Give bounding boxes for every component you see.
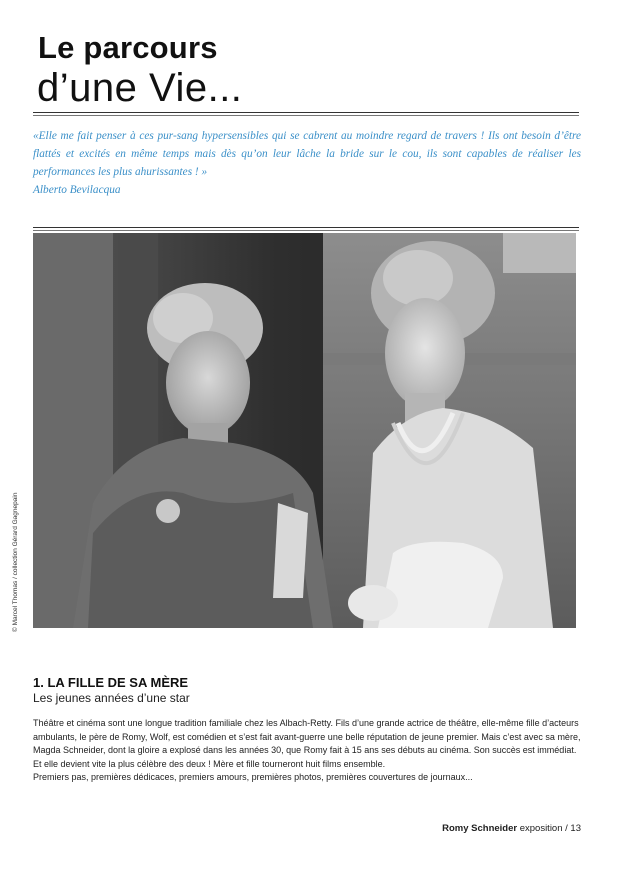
divider-middle-secondary: [33, 230, 579, 231]
section-title: 1. LA FILLE DE SA MÈRE: [33, 675, 189, 690]
photo-illustration: [33, 233, 576, 628]
divider-top-secondary: [33, 115, 579, 116]
body-paragraph-2: Premiers pas, premières dédicaces, premiers amours, premières photos, premières couvertures de journaux...: [33, 772, 473, 783]
quote-author: Alberto Bevilacqua: [33, 184, 121, 196]
divider-middle: [33, 227, 579, 228]
body-paragraph-1: Théâtre et cinéma sont une longue tradition familiale chez les Albach-Retty. Fils d’une grande actrice de théâtre, elle-même fille d’acteurs ambulants, le père de Romy, Wolf, est comédien et s’est fait avant-guerre une belle réputation de jeune premier. Mais c’est avec sa mère, Magda Schneider, dont la gloire a explosé dans les années 30, que Romy fait à 15 ans ses débuts au cinéma. Son succès est immédiat. Et elle devient vite la plus célèbre des deux ! Mère et fille tourneront huit films ensemble.: [33, 718, 581, 769]
page-title-line1: Le parcours: [38, 30, 218, 65]
section-subtitle: Les jeunes années d’une star: [33, 691, 190, 705]
page-number: 13: [570, 823, 581, 834]
section-body: [33, 717, 581, 785]
quote-text: «Elle me fait penser à ces pur-sang hypersensibles qui se cabrent au moindre regard de travers ! Ils ont besoin d’être flattés et excités en même temps mais dès qu’on leur lâche la bride sur le cou, ils sont capables de réaliser les performances les plus ahurissantes ! »: [33, 130, 581, 178]
page-footer: [442, 823, 581, 834]
footer-label: exposition: [519, 823, 563, 834]
divider-top: [33, 112, 579, 113]
footer-separator: /: [565, 823, 568, 834]
page-title-line2: d’une Vie...: [37, 66, 243, 110]
photo-magda-and-romy: [33, 233, 576, 628]
photo-credit: © Marcel Thomas / collection Gérard Gagnepain: [12, 492, 19, 632]
footer-name: Romy Schneider: [442, 823, 518, 834]
